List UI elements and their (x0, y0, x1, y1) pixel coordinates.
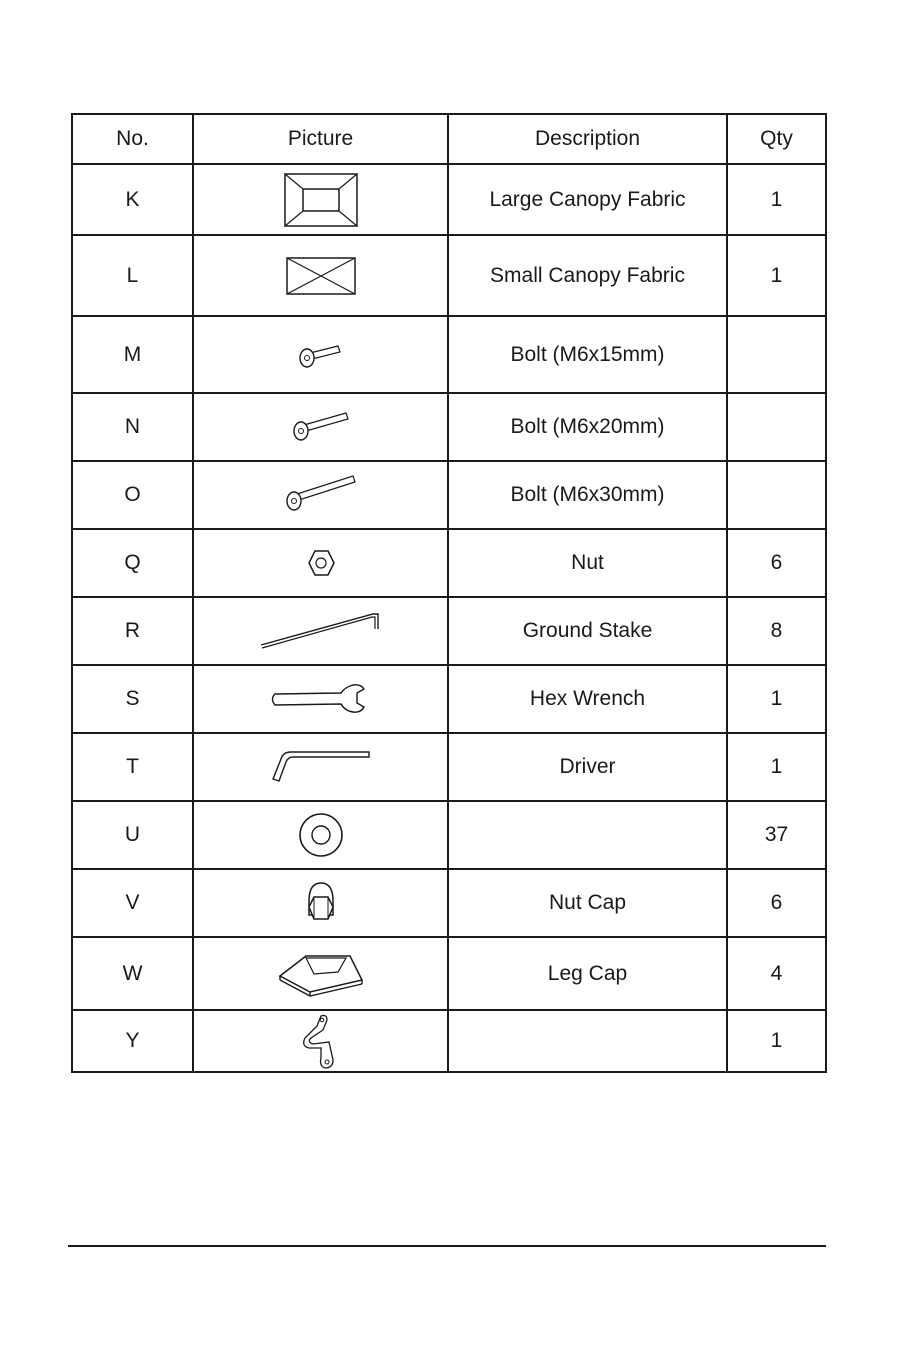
part-qty: 6 (727, 529, 826, 597)
table-row (72, 665, 826, 733)
part-description: Ground Stake (448, 597, 727, 665)
table-row (72, 1010, 826, 1072)
part-description (448, 801, 727, 869)
part-qty: 1 (727, 164, 826, 235)
part-description: Leg Cap (448, 937, 727, 1010)
part-picture (193, 801, 448, 869)
hex-wrench-icon (269, 679, 373, 719)
part-picture (193, 869, 448, 937)
part-no: Q (72, 529, 193, 597)
part-picture (193, 316, 448, 393)
table-row (72, 597, 826, 665)
part-no: T (72, 733, 193, 801)
bolt-m6x15-icon (296, 337, 346, 373)
part-qty: 37 (727, 801, 826, 869)
header-description: Description (448, 114, 727, 164)
part-description: Small Canopy Fabric (448, 235, 727, 316)
ground-stake-icon (259, 611, 383, 651)
part-description: Bolt (M6x15mm) (448, 316, 727, 393)
table-row (72, 316, 826, 393)
driver-icon (269, 747, 373, 787)
part-picture (193, 937, 448, 1010)
bolt-m6x30-icon (283, 472, 359, 518)
part-description: Large Canopy Fabric (448, 164, 727, 235)
part-qty: 1 (727, 1010, 826, 1072)
table-row (72, 164, 826, 235)
part-no: S (72, 665, 193, 733)
part-picture (193, 164, 448, 235)
part-no: M (72, 316, 193, 393)
table-row (72, 461, 826, 529)
part-no: N (72, 393, 193, 461)
large-canopy-fabric-icon (284, 173, 358, 227)
nut-cap-icon (301, 879, 341, 927)
part-description (448, 1010, 727, 1072)
part-no: W (72, 937, 193, 1010)
part-picture (193, 665, 448, 733)
part-qty: 1 (727, 665, 826, 733)
footer-divider (68, 1245, 826, 1247)
part-no: O (72, 461, 193, 529)
part-picture (193, 461, 448, 529)
table-row (72, 733, 826, 801)
part-no: U (72, 801, 193, 869)
table-row (72, 801, 826, 869)
part-picture (193, 733, 448, 801)
parts-table (71, 113, 827, 1073)
part-description: Nut (448, 529, 727, 597)
table-row (72, 937, 826, 1010)
part-qty: 1 (727, 235, 826, 316)
part-qty: 6 (727, 869, 826, 937)
header-qty: Qty (727, 114, 826, 164)
table-header-row (72, 114, 826, 164)
washer-icon (297, 811, 345, 859)
part-qty: 1 (727, 733, 826, 801)
part-picture (193, 1010, 448, 1072)
part-description: Bolt (M6x30mm) (448, 461, 727, 529)
part-picture (193, 597, 448, 665)
part-picture (193, 393, 448, 461)
table-row (72, 869, 826, 937)
part-qty (727, 461, 826, 529)
bolt-m6x20-icon (290, 407, 352, 447)
header-no: No. (72, 114, 193, 164)
part-no: R (72, 597, 193, 665)
table-row (72, 529, 826, 597)
part-description: Bolt (M6x20mm) (448, 393, 727, 461)
leg-cap-icon (276, 950, 366, 998)
table-row (72, 393, 826, 461)
table-row (72, 235, 826, 316)
small-canopy-fabric-icon (286, 257, 356, 295)
part-no: L (72, 235, 193, 316)
header-picture: Picture (193, 114, 448, 164)
part-qty: 4 (727, 937, 826, 1010)
part-picture (193, 235, 448, 316)
part-description: Driver (448, 733, 727, 801)
part-no: K (72, 164, 193, 235)
bracket-icon (299, 1012, 343, 1070)
part-no: Y (72, 1010, 193, 1072)
part-picture (193, 529, 448, 597)
part-qty (727, 393, 826, 461)
part-qty: 8 (727, 597, 826, 665)
part-description: Nut Cap (448, 869, 727, 937)
part-description: Hex Wrench (448, 665, 727, 733)
part-qty (727, 316, 826, 393)
nut-icon (306, 548, 336, 578)
part-no: V (72, 869, 193, 937)
